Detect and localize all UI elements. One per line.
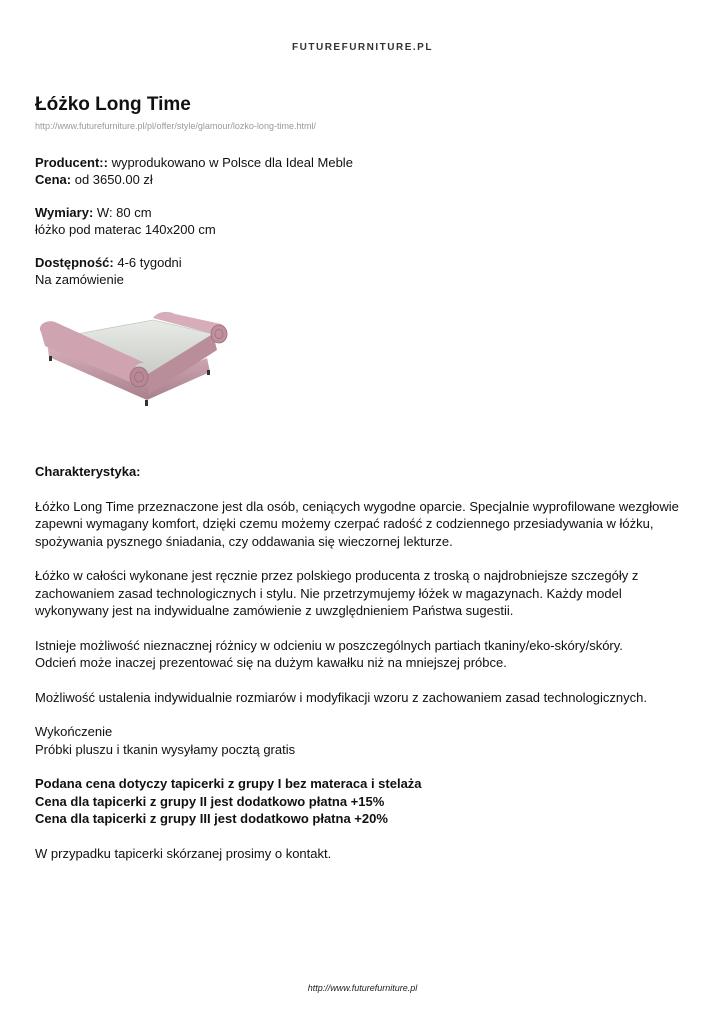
availability-note: Na zamówienie	[35, 272, 124, 287]
product-specs	[35, 154, 695, 288]
dimensions-info	[35, 204, 695, 238]
description-heading: Charakterystyka:	[35, 464, 141, 479]
price-notes	[35, 775, 695, 828]
dimensions-label: Wymiary:	[35, 205, 94, 220]
producer-info	[35, 154, 695, 188]
samples-note: Próbki pluszu i tkanin wysyłamy pocztą gratis	[35, 741, 296, 757]
dimensions-note: łóżko pod materac 140x200 cm	[35, 222, 216, 237]
description-paragraph-1: Łóżko Long Time przeznaczone jest dla osób, ceniących wygodne oparcie. Specjalnie wyprofilowane wezgłowie zapewni wymagany komfort, dzięki czemu możemy czerpać radość z codziennego przesiadywania w łóżku, spożywania pysznego śniadania, czy oddawania się wieczornej lekturze.	[35, 498, 679, 549]
price-note-3: Cena dla tapicerki z grupy III jest dodatkowo płatna +20%	[35, 811, 388, 826]
availability-value: 4-6 tygodni	[113, 255, 182, 270]
availability-info	[35, 254, 695, 288]
producer-label: Producent::	[35, 155, 108, 170]
bed-photo	[35, 302, 240, 440]
price-value: od 3650.00 zł	[71, 172, 153, 187]
availability-label: Dostępność:	[35, 255, 114, 270]
dimensions-value: W: 80 cm	[93, 205, 152, 220]
producer-value: wyprodukowano w Polsce dla Ideal Meble	[107, 155, 353, 170]
price-label: Cena:	[35, 172, 72, 187]
price-note-1: Podana cena dotyczy tapicerki z grupy I bez materaca i stelaża	[35, 776, 422, 791]
product-description	[35, 463, 695, 862]
description-paragraph-3	[35, 637, 695, 672]
product-title: Łóżko Long Time	[35, 94, 191, 115]
description-paragraph-4: Możliwość ustalenia indywidualnie rozmiarów i modyfikacji wzoru z zachowaniem zasad technologicznych.	[35, 689, 647, 705]
price-note-2: Cena dla tapicerki z grupy II jest dodatkowo płatna +15%	[35, 793, 385, 809]
site-logo: FUTUREFURNITURE.PL	[292, 42, 433, 53]
description-paragraph-3-line-1: Istnieje możliwość nieznacznej różnicy w odcieniu w poszczególnych partiach tkaniny/eko-skóry/skóry.	[35, 637, 623, 653]
description-paragraph-6: W przypadku tapicerki skórzanej prosimy o kontakt.	[35, 845, 332, 861]
footer-url[interactable]: http://www.futurefurniture.pl	[307, 983, 418, 993]
description-paragraph-5	[35, 723, 695, 758]
description-paragraph-3-line-2: Odcień może inaczej prezentować się na dużym kawałku niż na mniejszej próbce.	[35, 655, 507, 670]
finish-heading: Wykończenie	[35, 724, 113, 739]
product-url[interactable]: http://www.futurefurniture.pl/pl/offer/style/glamour/lozko-long-time.html/	[35, 121, 316, 131]
product-content	[35, 94, 695, 879]
description-paragraph-2: Łóżko w całości wykonane jest ręcznie przez polskiego producenta z troską o najdrobniejsze szczegóły z zachowaniem zasad technologicznych i stylu. Nie przetrzymujemy łóżek w magazynach. Każdy model wykonywany jest na indywidualne zamówienie z uwzględnieniem Państwa sugestii.	[35, 568, 639, 618]
